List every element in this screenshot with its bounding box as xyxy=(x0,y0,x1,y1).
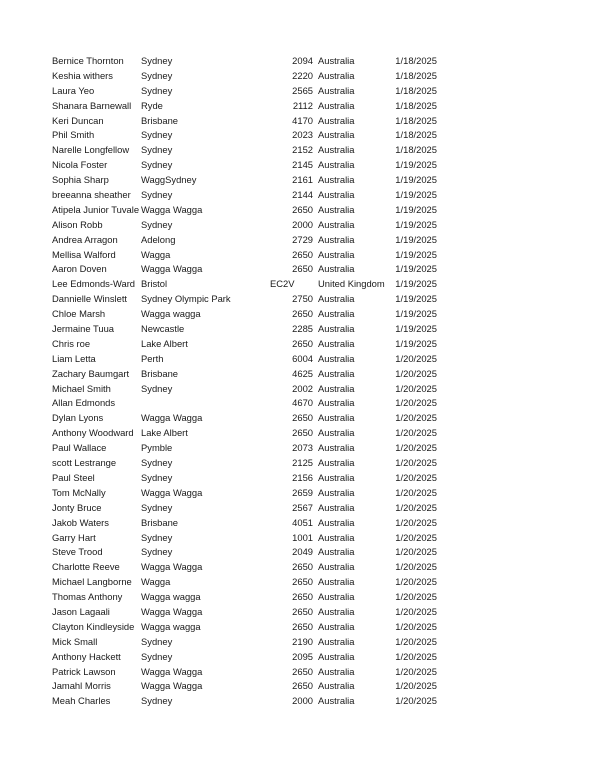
postcode-cell: 2650 xyxy=(292,412,313,424)
city-cell: Sydney xyxy=(141,471,173,483)
country-cell: Australia xyxy=(318,84,355,96)
table-row xyxy=(0,277,600,292)
country-cell: Australia xyxy=(318,337,355,349)
date-cell: 1/20/2025 xyxy=(395,486,437,498)
postcode-cell: 2285 xyxy=(292,323,313,335)
table-row xyxy=(0,322,600,337)
city-cell: Lake Albert xyxy=(141,427,188,439)
table-row xyxy=(0,575,600,590)
name-cell: Mick Small xyxy=(52,635,98,647)
name-cell: Charlotte Reeve xyxy=(52,561,120,573)
name-cell: Mellisa Walford xyxy=(52,248,116,260)
postcode-cell: 2000 xyxy=(292,218,313,230)
table-row xyxy=(0,516,600,531)
city-cell: Wagga Wagga xyxy=(141,486,203,498)
country-cell: Australia xyxy=(318,486,355,498)
name-cell: Steve Trood xyxy=(52,546,103,558)
date-cell: 1/20/2025 xyxy=(395,427,437,439)
date-cell: 1/18/2025 xyxy=(395,144,437,156)
city-cell: Wagga wagga xyxy=(141,591,201,603)
data-table xyxy=(0,54,600,709)
city-cell: Lake Albert xyxy=(141,337,188,349)
city-cell: Sydney xyxy=(141,635,173,647)
name-cell: Jason Lagaali xyxy=(52,605,110,617)
table-row xyxy=(0,367,600,382)
postcode-cell: 2145 xyxy=(292,159,313,171)
table-row xyxy=(0,411,600,426)
country-cell: Australia xyxy=(318,218,355,230)
table-row xyxy=(0,382,600,397)
postcode-cell: 2650 xyxy=(292,263,313,275)
postcode-cell: 2650 xyxy=(292,427,313,439)
city-cell: Sydney xyxy=(141,144,173,156)
name-cell: Liam Letta xyxy=(52,352,96,364)
table-row xyxy=(0,248,600,263)
name-cell: Allan Edmonds xyxy=(52,397,116,409)
table-row xyxy=(0,620,600,635)
name-cell: Narelle Longfellow xyxy=(52,144,130,156)
date-cell: 1/19/2025 xyxy=(395,263,437,275)
postcode-cell: 4625 xyxy=(292,367,313,379)
table-row xyxy=(0,605,600,620)
postcode-cell: 2220 xyxy=(292,69,313,81)
date-cell: 1/20/2025 xyxy=(395,546,437,558)
country-cell: Australia xyxy=(318,263,355,275)
postcode-cell: 2112 xyxy=(292,99,313,111)
city-cell: Wagga xyxy=(141,576,171,588)
name-cell: Andrea Arragon xyxy=(52,233,118,245)
name-cell: Anthony Hackett xyxy=(52,650,121,662)
postcode-cell: 2650 xyxy=(292,576,313,588)
table-row xyxy=(0,441,600,456)
postcode-cell: 2650 xyxy=(292,561,313,573)
name-cell: Dylan Lyons xyxy=(52,412,104,424)
country-cell: Australia xyxy=(318,159,355,171)
date-cell: 1/20/2025 xyxy=(395,531,437,543)
table-row xyxy=(0,590,600,605)
date-cell: 1/18/2025 xyxy=(395,114,437,126)
country-cell: Australia xyxy=(318,293,355,305)
name-cell: Aaron Doven xyxy=(52,263,107,275)
table-row xyxy=(0,233,600,248)
city-cell: Sydney xyxy=(141,55,173,66)
postcode-cell: 2650 xyxy=(292,591,313,603)
name-cell: Jonty Bruce xyxy=(52,501,102,513)
name-cell: Phil Smith xyxy=(52,129,95,141)
city-cell: Sydney xyxy=(141,69,173,81)
date-cell: 1/20/2025 xyxy=(395,412,437,424)
date-cell: 1/20/2025 xyxy=(395,650,437,662)
postcode-cell: 2750 xyxy=(292,293,313,305)
date-cell: 1/19/2025 xyxy=(395,203,437,215)
city-cell: Sydney xyxy=(141,546,173,558)
country-cell: United Kingdom xyxy=(318,278,385,290)
table-row xyxy=(0,501,600,516)
name-cell: Sophia Sharp xyxy=(52,174,109,186)
country-cell: Australia xyxy=(318,99,355,111)
name-cell: Jamahl Morris xyxy=(52,680,111,692)
country-cell: Australia xyxy=(318,397,355,409)
country-cell: Australia xyxy=(318,531,355,543)
name-cell: Dannielle Winslett xyxy=(52,293,128,305)
date-cell: 1/19/2025 xyxy=(395,233,437,245)
table-row xyxy=(0,352,600,367)
postcode-cell: 2650 xyxy=(292,308,313,320)
city-cell: Sydney xyxy=(141,159,173,171)
country-cell: Australia xyxy=(318,248,355,260)
city-cell: Brisbane xyxy=(141,516,179,528)
date-cell: 1/19/2025 xyxy=(395,189,437,201)
name-cell: Tom McNally xyxy=(52,486,106,498)
table-row xyxy=(0,128,600,143)
date-cell: 1/20/2025 xyxy=(395,680,437,692)
table-row xyxy=(0,158,600,173)
postcode-cell: EC2V xyxy=(270,278,295,290)
date-cell: 1/20/2025 xyxy=(395,397,437,409)
table-row xyxy=(0,486,600,501)
postcode-cell: 2659 xyxy=(292,486,313,498)
country-cell: Australia xyxy=(318,635,355,647)
country-cell: Australia xyxy=(318,144,355,156)
country-cell: Australia xyxy=(318,591,355,603)
postcode-cell: 2156 xyxy=(292,471,313,483)
date-cell: 1/18/2025 xyxy=(395,69,437,81)
date-cell: 1/19/2025 xyxy=(395,337,437,349)
country-cell: Australia xyxy=(318,501,355,513)
date-cell: 1/20/2025 xyxy=(395,471,437,483)
country-cell: Australia xyxy=(318,516,355,528)
table-row xyxy=(0,635,600,650)
country-cell: Australia xyxy=(318,680,355,692)
name-cell: Garry Hart xyxy=(52,531,96,543)
table-row xyxy=(0,307,600,322)
postcode-cell: 2000 xyxy=(292,695,313,707)
date-cell: 1/18/2025 xyxy=(395,99,437,111)
country-cell: Australia xyxy=(318,412,355,424)
country-cell: Australia xyxy=(318,308,355,320)
name-cell: Laura Yeo xyxy=(52,84,95,96)
table-row xyxy=(0,203,600,218)
date-cell: 1/18/2025 xyxy=(395,84,437,96)
country-cell: Australia xyxy=(318,471,355,483)
table-row xyxy=(0,69,600,84)
date-cell: 1/20/2025 xyxy=(395,576,437,588)
name-cell: Keshia withers xyxy=(52,69,113,81)
city-cell: Wagga wagga xyxy=(141,308,201,320)
city-cell: Brisbane xyxy=(141,114,179,126)
city-cell: Pymble xyxy=(141,442,173,454)
country-cell: Australia xyxy=(318,129,355,141)
name-cell: Chloe Marsh xyxy=(52,308,106,320)
country-cell: Australia xyxy=(318,561,355,573)
postcode-cell: 2650 xyxy=(292,337,313,349)
postcode-cell: 2152 xyxy=(292,144,313,156)
postcode-cell: 2125 xyxy=(292,457,313,469)
country-cell: Australia xyxy=(318,367,355,379)
country-cell: Australia xyxy=(318,114,355,126)
city-cell: Sydney Olympic Park xyxy=(141,293,231,305)
date-cell: 1/19/2025 xyxy=(395,278,437,290)
date-cell: 1/19/2025 xyxy=(395,218,437,230)
name-cell: Patrick Lawson xyxy=(52,665,116,677)
postcode-cell: 2650 xyxy=(292,665,313,677)
postcode-cell: 2144 xyxy=(292,189,313,201)
postcode-cell: 2073 xyxy=(292,442,313,454)
postcode-cell: 2729 xyxy=(292,233,313,245)
name-cell: Bernice Thornton xyxy=(52,55,124,66)
postcode-cell: 2161 xyxy=(292,174,313,186)
city-cell: Sydney xyxy=(141,189,173,201)
city-cell: Wagga Wagga xyxy=(141,561,203,573)
date-cell: 1/19/2025 xyxy=(395,248,437,260)
postcode-cell: 2650 xyxy=(292,605,313,617)
postcode-cell: 6004 xyxy=(292,352,313,364)
name-cell: Jermaine Tuua xyxy=(52,323,115,335)
postcode-cell: 2023 xyxy=(292,129,313,141)
country-cell: Australia xyxy=(318,457,355,469)
country-cell: Australia xyxy=(318,442,355,454)
table-row xyxy=(0,173,600,188)
city-cell: Adelong xyxy=(141,233,176,245)
city-cell: Bristol xyxy=(141,278,168,290)
table-row xyxy=(0,694,600,709)
city-cell: Sydney xyxy=(141,531,173,543)
table-row xyxy=(0,665,600,680)
country-cell: Australia xyxy=(318,546,355,558)
city-cell: Wagga Wagga xyxy=(141,412,203,424)
table-row xyxy=(0,545,600,560)
date-cell: 1/19/2025 xyxy=(395,323,437,335)
city-cell: Ryde xyxy=(141,99,163,111)
table-row xyxy=(0,560,600,575)
city-cell: Sydney xyxy=(141,218,173,230)
date-cell: 1/20/2025 xyxy=(395,516,437,528)
table-row xyxy=(0,84,600,99)
country-cell: Australia xyxy=(318,382,355,394)
city-cell: Wagga Wagga xyxy=(141,263,203,275)
date-cell: 1/20/2025 xyxy=(395,457,437,469)
name-cell: Anthony Woodward xyxy=(52,427,134,439)
date-cell: 1/19/2025 xyxy=(395,174,437,186)
name-cell: Jakob Waters xyxy=(52,516,109,528)
city-cell: Wagga wagga xyxy=(141,620,201,632)
name-cell: Zachary Baumgart xyxy=(52,367,130,379)
country-cell: Australia xyxy=(318,576,355,588)
table-row xyxy=(0,650,600,665)
country-cell: Australia xyxy=(318,189,355,201)
name-cell: Thomas Anthony xyxy=(52,591,123,603)
table-row xyxy=(0,396,600,411)
city-cell: Sydney xyxy=(141,84,173,96)
postcode-cell: 2567 xyxy=(292,501,313,513)
name-cell: Chris roe xyxy=(52,337,91,349)
city-cell: Sydney xyxy=(141,457,173,469)
country-cell: Australia xyxy=(318,605,355,617)
postcode-cell: 4051 xyxy=(292,516,313,528)
date-cell: 1/20/2025 xyxy=(395,665,437,677)
table-row xyxy=(0,679,600,694)
name-cell: Paul Steel xyxy=(52,471,95,483)
postcode-cell: 2565 xyxy=(292,84,313,96)
city-cell: Wagga Wagga xyxy=(141,605,203,617)
table-row xyxy=(0,143,600,158)
date-cell: 1/20/2025 xyxy=(395,382,437,394)
name-cell: scott Lestrange xyxy=(52,457,117,469)
date-cell: 1/19/2025 xyxy=(395,159,437,171)
date-cell: 1/20/2025 xyxy=(395,635,437,647)
postcode-cell: 2190 xyxy=(292,635,313,647)
date-cell: 1/18/2025 xyxy=(395,129,437,141)
country-cell: Australia xyxy=(318,69,355,81)
date-cell: 1/20/2025 xyxy=(395,591,437,603)
postcode-cell: 2002 xyxy=(292,382,313,394)
name-cell: Alison Robb xyxy=(52,218,103,230)
city-cell: Sydney xyxy=(141,501,173,513)
name-cell: Michael Langborne xyxy=(52,576,132,588)
name-cell: Keri Duncan xyxy=(52,114,104,126)
country-cell: Australia xyxy=(318,174,355,186)
postcode-cell: 2650 xyxy=(292,620,313,632)
table-row xyxy=(0,337,600,352)
date-cell: 1/20/2025 xyxy=(395,501,437,513)
country-cell: Australia xyxy=(318,650,355,662)
city-cell: Sydney xyxy=(141,129,173,141)
table-row xyxy=(0,218,600,233)
date-cell: 1/20/2025 xyxy=(395,442,437,454)
country-cell: Australia xyxy=(318,233,355,245)
table-row xyxy=(0,456,600,471)
postcode-cell: 2095 xyxy=(292,650,313,662)
date-cell: 1/19/2025 xyxy=(395,293,437,305)
city-cell: Brisbane xyxy=(141,367,179,379)
date-cell: 1/20/2025 xyxy=(395,367,437,379)
table-row xyxy=(0,54,600,69)
postcode-cell: 2650 xyxy=(292,680,313,692)
date-cell: 1/20/2025 xyxy=(395,561,437,573)
city-cell: Sydney xyxy=(141,382,173,394)
postcode-cell: 2650 xyxy=(292,248,313,260)
city-cell: Newcastle xyxy=(141,323,185,335)
name-cell: Lee Edmonds-Ward xyxy=(52,278,136,290)
city-cell: WaggSydney xyxy=(141,174,197,186)
postcode-cell: 2094 xyxy=(292,55,313,66)
city-cell: Sydney xyxy=(141,695,173,707)
table-row xyxy=(0,188,600,203)
city-cell: Perth xyxy=(141,352,164,364)
postcode-cell: 4670 xyxy=(292,397,313,409)
country-cell: Australia xyxy=(318,620,355,632)
date-cell: 1/18/2025 xyxy=(395,55,437,66)
table-row xyxy=(0,99,600,114)
country-cell: Australia xyxy=(318,427,355,439)
name-cell: breeanna sheather xyxy=(52,189,131,201)
name-cell: Nicola Foster xyxy=(52,159,108,171)
city-cell: Wagga Wagga xyxy=(141,680,203,692)
date-cell: 1/20/2025 xyxy=(395,352,437,364)
table-row xyxy=(0,471,600,486)
postcode-cell: 2650 xyxy=(292,203,313,215)
city-cell: Wagga Wagga xyxy=(141,203,203,215)
country-cell: Australia xyxy=(318,203,355,215)
name-cell: Meah Charles xyxy=(52,695,111,707)
city-cell: Wagga Wagga xyxy=(141,665,203,677)
city-cell: Wagga xyxy=(141,248,171,260)
table-row xyxy=(0,292,600,307)
table-row xyxy=(0,426,600,441)
name-cell: Atipela Junior Tuvale xyxy=(52,203,140,215)
country-cell: Australia xyxy=(318,695,355,707)
date-cell: 1/20/2025 xyxy=(395,605,437,617)
country-cell: Australia xyxy=(318,55,355,66)
name-cell: Clayton Kindleyside xyxy=(52,620,135,632)
table-row xyxy=(0,114,600,129)
table-row xyxy=(0,531,600,546)
name-cell: Paul Wallace xyxy=(52,442,107,454)
country-cell: Australia xyxy=(318,323,355,335)
country-cell: Australia xyxy=(318,352,355,364)
table-row xyxy=(0,262,600,277)
name-cell: Michael Smith xyxy=(52,382,111,394)
postcode-cell: 4170 xyxy=(292,114,313,126)
country-cell: Australia xyxy=(318,665,355,677)
name-cell: Shanara Barnewall xyxy=(52,99,132,111)
date-cell: 1/20/2025 xyxy=(395,695,437,707)
date-cell: 1/19/2025 xyxy=(395,308,437,320)
postcode-cell: 1001 xyxy=(292,531,313,543)
postcode-cell: 2049 xyxy=(292,546,313,558)
city-cell: Sydney xyxy=(141,650,173,662)
date-cell: 1/20/2025 xyxy=(395,620,437,632)
